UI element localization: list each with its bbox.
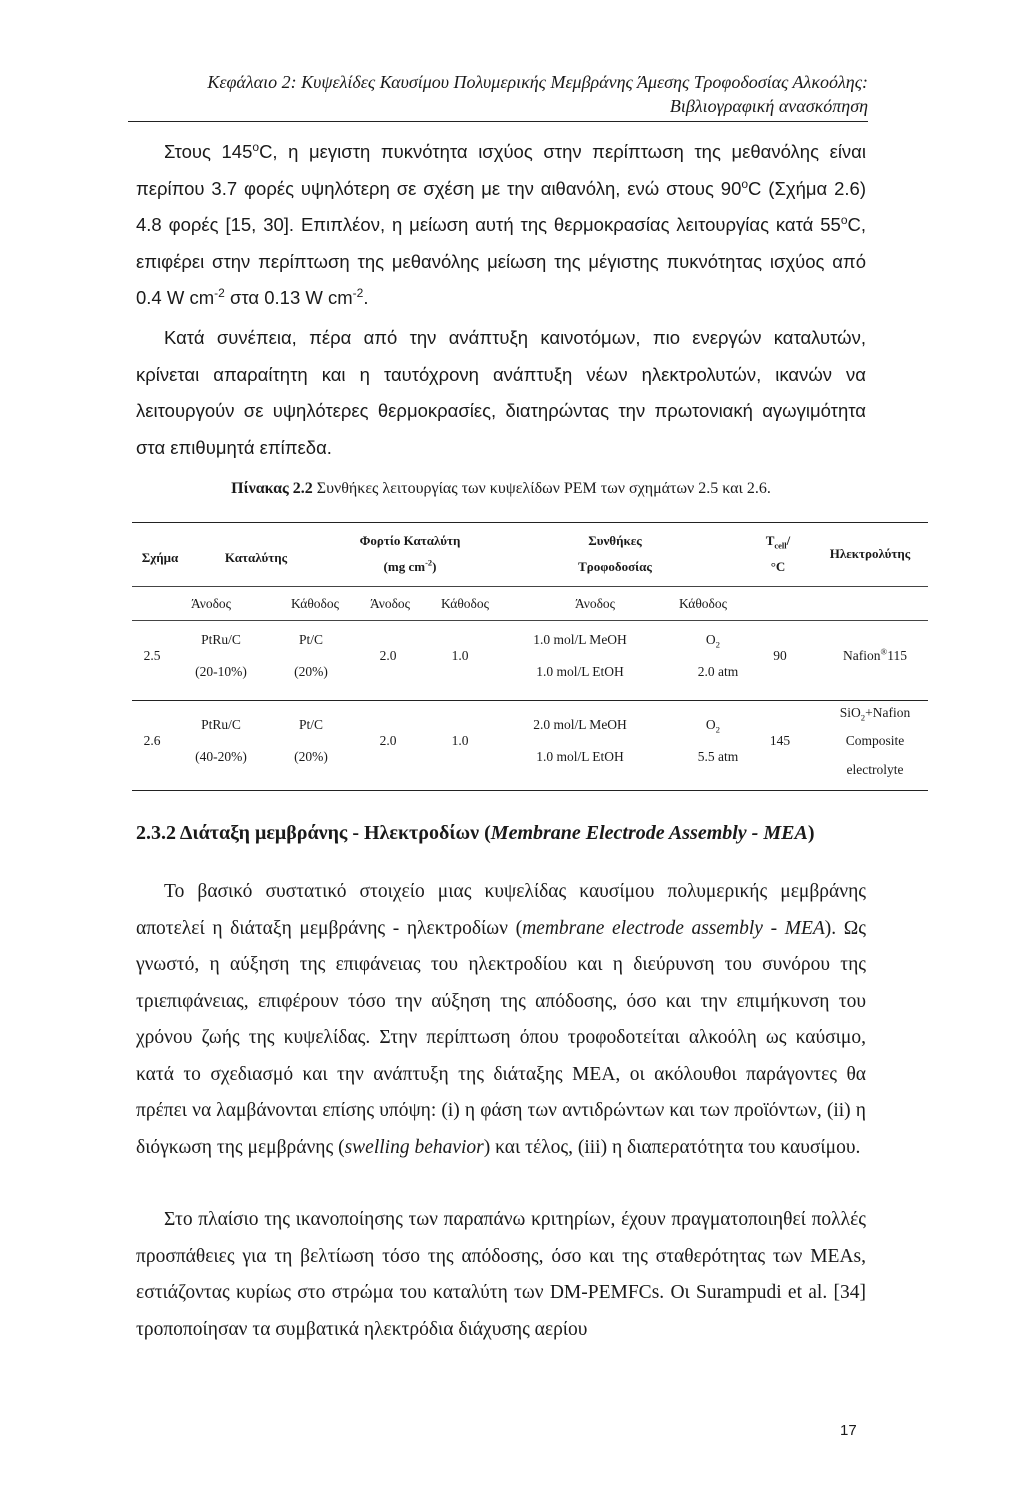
running-header: [130, 70, 868, 118]
text: C, επιφέρει στην περίπτωση της μεθανόλης μείωση της μέγιστης πυκνότητας ισχύος από 0.4 W cm: [136, 214, 866, 308]
table-bottom-rule: [132, 790, 928, 791]
text: O: [705, 717, 716, 732]
cathode-catalyst-ratio: (20%): [294, 664, 328, 679]
subscript: 2: [715, 639, 721, 650]
superscript: -2: [214, 285, 225, 300]
anode-feed: 2.0 mol/L MeOH: [533, 717, 627, 732]
text: ): [807, 822, 815, 844]
text: C (Σχήμα 2.6) 4.8 φορές [15, 30]. Επιπλέον, η μείωση αυτή της θερμοκρασίας λειτουργίας κατά 55: [136, 177, 866, 235]
subscript: 2: [860, 712, 866, 723]
superscript: -2: [425, 557, 433, 568]
table-caption: [136, 480, 866, 498]
paragraph-2: Κατά συνέπεια, πέρα από την ανάπτυξη καινοτόμων, πιο ενεργών καταλυτών, κρίνεται απαραίτητη και η ταυτόχρονη ανάπτυξη νέων ηλεκτρολυτών, ικανών να λειτουργούν σε υψηλότερες θερμοκρασίες, διατηρώντας την πρωτονιακή αγωγιμότητα στα επιθυμητά επίπεδα.: [136, 327, 866, 458]
cathode-loading: 1.0: [451, 648, 469, 663]
anode-catalyst-ratio: (40-20%): [195, 749, 247, 764]
header-figure: Σχήμα: [141, 550, 179, 565]
sub-cathode-catalyst: Κάθοδος: [291, 596, 339, 611]
italic-text: swelling behavior: [344, 1136, 484, 1158]
paragraph-1: [136, 134, 866, 317]
header-line-2: Βιβλιογραφική ανασκόπηση: [669, 96, 868, 116]
header-catalyst: Καταλύτης: [224, 550, 288, 565]
page-number: 17: [840, 1422, 857, 1439]
caption-label: Πίνακας 2.2: [231, 480, 313, 497]
header-feed-1: Συνθήκες: [588, 533, 642, 548]
text: SiO: [839, 705, 861, 720]
text: στα 0.13 W cm: [224, 287, 353, 308]
anode-feed: 1.0 mol/L MeOH: [533, 632, 627, 647]
text: ): [432, 559, 437, 574]
text: /: [786, 533, 791, 548]
anode-catalyst: PtRu/C: [201, 632, 241, 647]
anode-catalyst-ratio: (20-10%): [195, 664, 247, 679]
superscript: o: [741, 176, 749, 191]
text: ). Ως γνωστό, η αύξηση της επιφάνειας του ηλεκτροδίου και η διεύρυνση του συνόρου της τριεπιφάνειας, επιφέρουν τόσο την αύξηση της απόδοσης, όσο και την επιμήκυνση του χρόνου ζωής της κυψελίδας. Στην περίπτωση όπου τροφοδοτείται αλκοόλη ως καύσιμο, κατά το σχεδιασμό και την ανάπτυξη της διάταξης MEA, οι ακόλουθοι παράγοντες θα πρέπει να λαμβάνονται επίσης υπόψη: (i) η φάση των αντιδρώντων και των προϊόντων, (ii) η διόγκωση της μεμβράνης (: [136, 917, 867, 1158]
sub-anode-catalyst: Άνοδος: [190, 596, 232, 611]
cathode-pressure: 2.0 atm: [697, 664, 739, 679]
header-loading-2: [340, 559, 480, 575]
header-tcell-unit: °C: [770, 559, 786, 574]
cathode-feed: [688, 632, 738, 648]
text: C, η μεγιστη πυκνότητα ισχύος στην περίπτωση της μεθανόλης είναι περίπου 3.7 φορές υψηλότερη σε σχέση με την αιθανόλη, ενώ στους 90: [136, 141, 866, 199]
paragraph-4: Στο πλαίσιο της ικανοποίησης των παραπάνω κριτηρίων, έχουν πραγματοποιηθεί πολλές προσπάθειες για τη βελτίωση τόσο της απόδοσης, όσο και της σταθερότητας των MEAs, εστιάζοντας κυρίως στο στρώμα του καταλύτη των DM-PEMFCs. Οι Surampudi et al. [34] τροποποίησαν τα συμβατικά ηλεκτρόδια διάχυσης αερίου: [136, 1209, 866, 1340]
cell-temperature: 145: [769, 733, 791, 748]
header-line-1: Κεφάλαιο 2: Κυψελίδες Καυσίμου Πολυμερικής Μεμβράνης Άμεσης Τροφοδοσίας Αλκοόλης:: [207, 72, 868, 92]
electrolyte-3: electrolyte: [846, 762, 904, 777]
text: ) και τέλος, (iii) η διαπερατότητα του καυσίμου.: [483, 1136, 861, 1158]
text: 115: [887, 648, 907, 663]
cathode-catalyst: Pt/C: [298, 717, 323, 732]
text: O: [705, 632, 716, 647]
superscript: -2: [352, 285, 364, 300]
electrolyte: [820, 705, 930, 721]
anode-catalyst: PtRu/C: [201, 717, 241, 732]
section-heading: [136, 822, 814, 845]
electrolyte-2: Composite: [845, 733, 905, 748]
subscript: cell: [774, 540, 787, 551]
italic-text: membrane electrode assembly - MEA: [522, 917, 825, 939]
text: +Nafion: [865, 705, 911, 720]
text: 2.3.2 Διάταξη μεμβράνης - Ηλεκτροδίων (: [136, 822, 491, 844]
cathode-feed: [688, 717, 738, 733]
superscript: o: [252, 139, 260, 154]
cathode-loading: 1.0: [451, 733, 469, 748]
anode-loading: 2.0: [379, 648, 397, 663]
text: Nafion: [843, 648, 881, 663]
superscript: o: [840, 212, 848, 227]
cathode-catalyst: Pt/C: [298, 632, 323, 647]
cathode-catalyst-ratio: (20%): [294, 749, 328, 764]
sub-cathode-loading: Κάθοδος: [441, 596, 489, 611]
text: (mg cm: [383, 559, 426, 574]
sub-anode-feed: Άνοδος: [574, 596, 616, 611]
electrolyte: [820, 648, 930, 664]
text: .: [363, 287, 369, 308]
caption-text: Συνθήκες λειτουργίας των κυψελίδων PEM των σχημάτων 2.5 και 2.6.: [312, 480, 771, 497]
text: Στους 145: [164, 141, 253, 162]
header-mid-rule: [132, 586, 928, 587]
header-feed-2: Τροφοδοσίας: [578, 559, 652, 574]
header-loading-1: Φορτίο Καταλύτη: [359, 533, 461, 548]
text: T: [765, 533, 775, 548]
header-tcell: [752, 533, 804, 549]
italic-text: Membrane Electrode Assembly - MEA: [490, 822, 808, 844]
anode-feed-2: 1.0 mol/L EtOH: [536, 749, 624, 764]
anode-loading: 2.0: [379, 733, 397, 748]
row-rule: [132, 700, 928, 701]
subscript: 2: [715, 724, 721, 735]
text: Το βασικό συστατικό στοιχείο μιας κυψελίδας καυσίμου πολυμερικής μεμβράνης αποτελεί η διάταξη μεμβράνης - ηλεκτροδίων (: [136, 881, 866, 939]
header-rule: [128, 121, 868, 122]
superscript: ®: [880, 646, 888, 657]
subheader-rule: [132, 620, 928, 621]
row-figure: 2.6: [143, 733, 161, 748]
paragraph-3: [136, 874, 866, 1166]
anode-feed-2: 1.0 mol/L EtOH: [536, 664, 624, 679]
row-figure: 2.5: [143, 648, 161, 663]
sub-cathode-feed: Κάθοδος: [679, 596, 727, 611]
cathode-pressure: 5.5 atm: [697, 749, 739, 764]
cell-temperature: 90: [773, 648, 787, 663]
sub-anode-loading: Άνοδος: [369, 596, 411, 611]
table-top-rule: [132, 522, 928, 523]
header-electrolyte: Ηλεκτρολύτης: [829, 546, 911, 561]
